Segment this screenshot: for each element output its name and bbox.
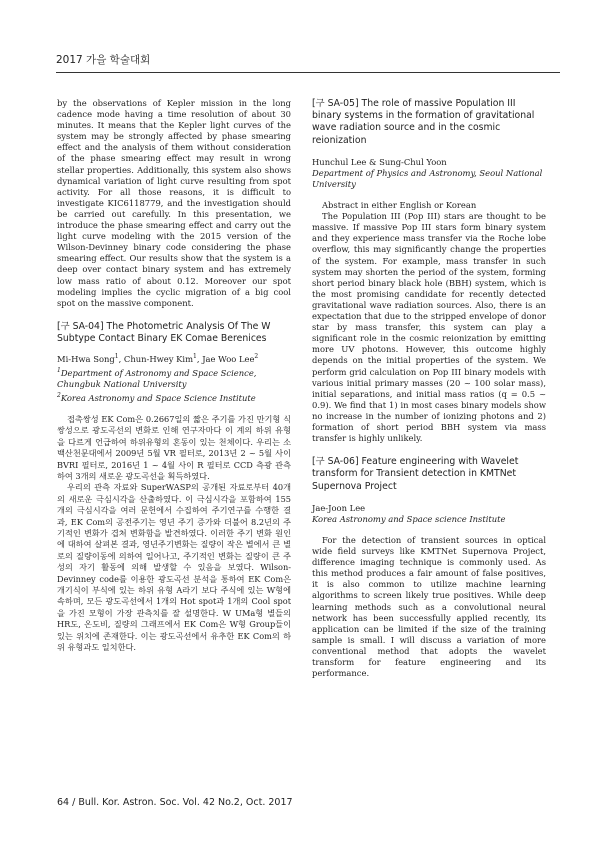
left-column xyxy=(57,98,291,653)
right-column xyxy=(312,98,546,679)
sa06-authors: Jae-Joon Lee xyxy=(312,502,366,513)
sa04-abstract-para-1: 접촉쌍성 EK Com은 0.2667일의 짧은 주기를 가진 만기형 식쌍성으로 광도곡선의 변화로 인해 연구자마다 이 계의 하위 유형을 다르게 언급하여 하위유형의 혼동이 있는 천체이다. 우리는 소백산천문대에서 2009년 5월 VR 필터로, 2013년 2 ~ 5월 사이 BVRI 필터로, 2016년 1 ~ 4월 사이 R 필터로 CCD 측광 관측하여 3개의 새로운 광도곡선을 획득하였다. xyxy=(57,413,291,481)
sa05-abstract: The Population III (Pop III) stars are thought to be massive. If massive Pop III stars form binary system and they experience mass transfer via the Roche lobe overflow, this may significantly change the properties of the system. For example, mass transfer in such system may shorten the period of the system, forming short period binary black hole (BBH) system, which is the most promising candidate for recently detected gravitational wave radiation sources. Also, there is an expectation that due to the stripped envelope of donor star by mass transfer, this system can play a significant role in the cosmic reionization by emitting more UV photons. However, this outcome highly depends on the initial properties of the system. We perform grid calculation on Pop III binary models with various initial primary masses (20 ~ 100 solar mass), initial separations, and initial mass ratios (q = 0.5 ~ 0.9). We find that 1) in most cases binary models show no increase in the number of ionizing photons and 2) formation of short period BBH system via mass transfer is highly unlikely. xyxy=(312,211,546,444)
sa04-abstract-para-2: 우리의 관측 자료와 SuperWASP의 공개된 자료로부터 40개의 새로운 극심시각을 산출하였다. 이 극심시각을 포함하여 155개의 극심시각을 여러 문헌에서 수집하여 주기연구를 수행한 결과, EK Com의 공전주기는 영년 주기 증가와 더불어 8.2년의 주기적인 변화가 겹쳐 변화함을 발견하였다. 이러한 주기 변화 원인에 대하여 살펴본 결과, 영년주기변화는 질량이 작은 별에서 큰 별로의 질량이동에 의하여 일어나고, 주기적인 변화는 질량이 큰 주성의 자기 활동에 의해 발생할 수 있음을 보였다. Wilson-Devinney code를 이용한 광도곡선 분석을 통하여 EK Com은 개기식이 부식에 있는 하위 유형 A라기 보다 주식에 있는 W형에 속하며, 모든 광도곡선에서 1개의 Hot spot과 1개의 Cool spot을 가진 모형이 가장 관측치를 잘 설명한다. W UMa형 별들의 HR도, 온도비, 질량의 그래프에서 EK Com은 W형 Group들이 있는 위치에 존재한다. 이는 광도곡선에서 유추한 EK Com의 하위 유형과도 일치한다. xyxy=(57,482,291,653)
sa04-author-2: Chun-Hwey Kim xyxy=(123,353,194,364)
sa04-author-1: Mi-Hwa Song xyxy=(57,353,115,364)
sa04-affiliation-1: $^1$Department of Astronomy and Space Science, Chungbuk National University xyxy=(57,367,257,389)
sa06-abstract: For the detection of transient sources in optical wide field surveys like KMTNet Supernova Project, difference imaging technique is commonly used. As this method produces a fair amount of false positives, it is also common to utilize machine learning algorithms to screen likely true positives. While deep learning methods such as a convolutional neural network has been successfully applied recently, its application can be limited if the size of the training sample is small. I will discuss a variation of more conventional method that adopts the wavelet transform for feature engineering and its performance. xyxy=(312,534,546,679)
sa05-abstract-label: Abstract in either English or Korean xyxy=(322,200,477,211)
sa05-authors: Hunchul Lee & Sung-Chul Yoon xyxy=(312,156,447,167)
sa04-title: [구 SA-04] The Photometric Analysis Of The W Subtype Contact Binary EK Comae Berenices xyxy=(57,320,271,344)
sa06-title: [구 SA-06] Feature engineering with Wavelet transform for Transient detection in KMTNet Supernova Project xyxy=(312,456,519,492)
sa06-affiliation: Korea Astronomy and Space science Institute xyxy=(312,513,506,524)
sa04-author-3: Jae Woo Lee xyxy=(202,353,255,364)
page-footer: 64 / Bull. Kor. Astron. Soc. Vol. 42 No.2, Oct. 2017 xyxy=(57,797,293,808)
running-header xyxy=(56,52,560,74)
sa04-affiliation-2: $^2$Korea Astronomy and Space Science Institute xyxy=(57,392,256,403)
header-rule xyxy=(56,72,560,73)
sa05-title: [구 SA-05] The role of massive Population III binary systems in the formation of gravitational wave radiation source and in the cosmic reionization xyxy=(312,98,535,146)
header-title: 2017 가을 학술대회 xyxy=(56,54,151,66)
sa04-authors: Mi-Hwa Song$^1$, Chun-Hwey Kim$^1$, Jae Woo Lee$^2$ xyxy=(57,353,259,364)
continued-abstract: by the observations of Kepler mission in the long cadence mode having a time resolution of about 30 minutes. It means that the Kepler light curves of the system may be strongly affected by phase smearing effect and the analysis of them without consideration of the phase smearing effect may result in wrong stellar properties. Additionally, this system also shows dynamical variation of light curve resulting from spot activity. For all those reasons, it is difficult to investigate KIC6118779, and the investigation should be carried out carefully. In this presentation, we introduce the phase smearing effect and carry out the light curve modeling with the 2015 version of the Wilson-Devinney binary code considering the phase smearing effect. Our results show that the system is a deep over contact binary system and has extremely low mass ratio of about 0.12. Moreover our spot modeling implies the cyclic migration of a big cool spot on the massive component. xyxy=(57,98,291,308)
sa05-affiliation: Department of Physics and Astronomy, Seoul National University xyxy=(312,167,543,189)
